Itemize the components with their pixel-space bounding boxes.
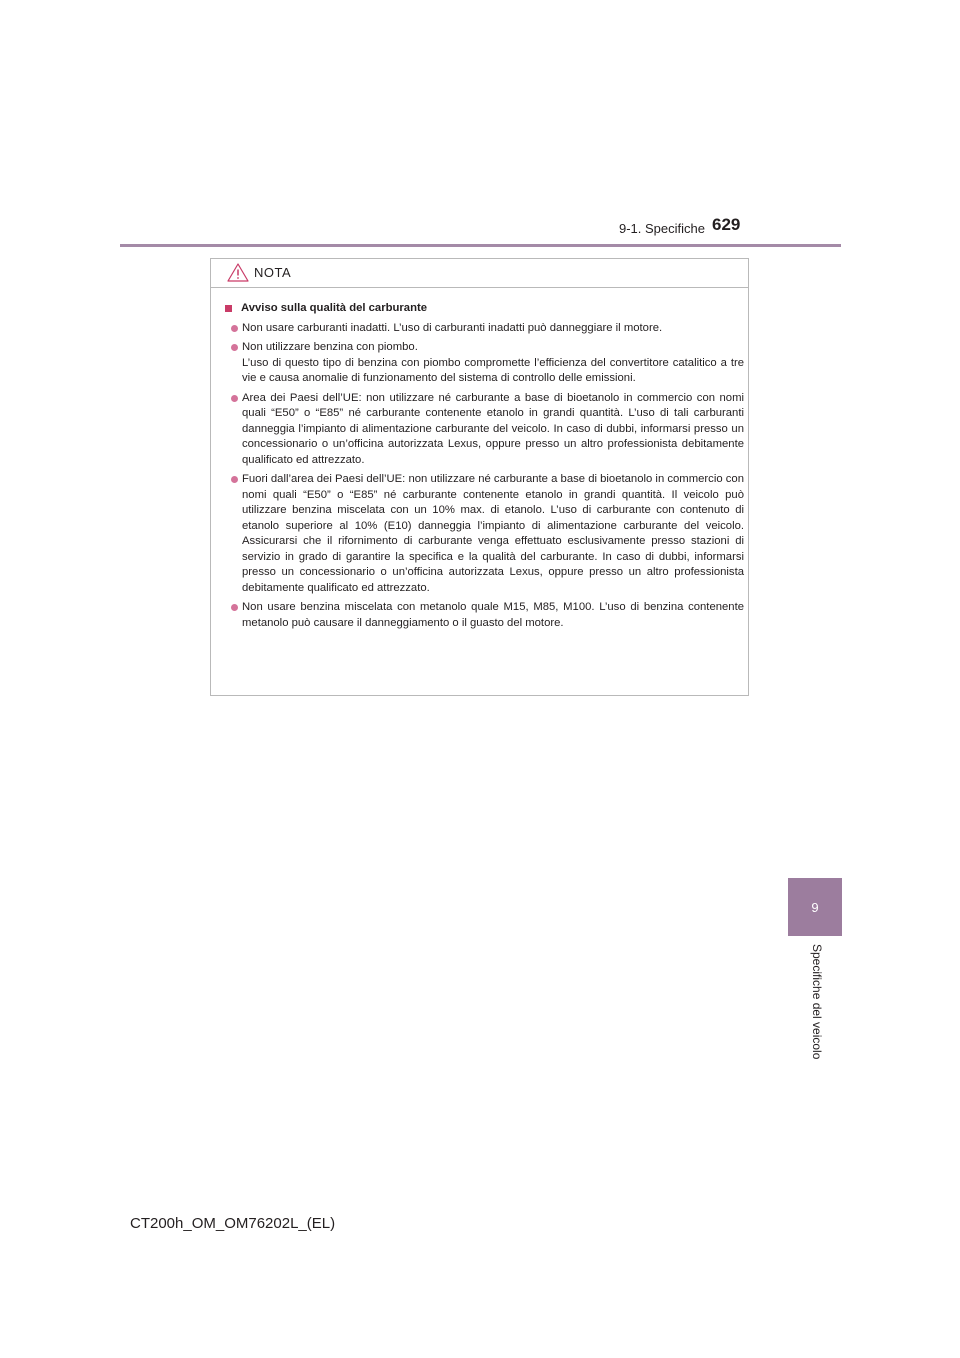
document-code: CT200h_OM_OM76202L_(EL) bbox=[130, 1215, 336, 1232]
bullet-item: Non usare benzina miscelata con metanolo quale M15, M85, M100. L’uso di benzina contenente metanolo può causare il danneggiamento o il guasto del motore. bbox=[223, 600, 744, 631]
bullet-dot-icon bbox=[231, 604, 238, 611]
bullet-dot-icon bbox=[231, 395, 238, 402]
bullet-item: Fuori dall’area dei Paesi dell’UE: non utilizzare né carburante a base di bioetanolo in commercio con nomi quali “E50” o “E85” né carburante contenente etanolo in grandi quantità. Il veicolo può utilizzare benzina miscelata con un 10% max. di etanolo. L’uso di carburante con contenuto di etanolo superiore al 10% (E10) danneggia l’impianto di alimentazione carburante del veicolo. Assicurarsi che il rifornimento di carburante venga effettuato esclusivamente presso stazioni di servizio in grado di garantire la specifica e la qualità del carburante. In caso di dubbi, informarsi presso un concessionario o un’officina autorizzata Lexus, oppure presso un altro professionista debitamente qualificato ed attrezzato. bbox=[223, 472, 744, 596]
note-title: NOTA bbox=[254, 265, 292, 280]
bullet-item: Area dei Paesi dell’UE: non utilizzare né carburante a base di bioetanolo in commercio con nomi quali “E50” o “E85” né carburante contenente etanolo in grandi quantità. L’uso di tali carburanti danneggia l’impianto di alimentazione carburante del veicolo. In caso di dubbi, informarsi presso un concessionario o un’officina autorizzata Lexus, oppure presso un altro professionista debitamente qualificato ed attrezzato. bbox=[223, 391, 744, 469]
chapter-tab bbox=[788, 878, 842, 936]
header-divider bbox=[120, 244, 841, 247]
bullet-item: Non utilizzare benzina con piombo. L’uso di questo tipo di benzina con piombo compromette l’efficienza del convertitore catalitico a tre vie e causa anomalie di funzionamento del sistema di controllo delle emissioni. bbox=[223, 340, 744, 387]
note-body bbox=[223, 301, 744, 635]
bullet-dot-icon bbox=[231, 325, 238, 332]
square-bullet-icon bbox=[225, 305, 232, 312]
chapter-number: 9 bbox=[811, 899, 819, 915]
note-subheading: Avviso sulla qualità del carburante bbox=[223, 301, 744, 317]
note-header bbox=[211, 259, 748, 288]
warning-icon bbox=[227, 263, 249, 282]
chapter-label: Specifiche del veicolo bbox=[810, 944, 824, 1060]
bullet-dot-icon bbox=[231, 344, 238, 351]
note-box bbox=[210, 258, 749, 696]
page-number: 629 bbox=[712, 215, 741, 234]
section-title: 9-1. Specifiche bbox=[619, 221, 705, 236]
bullet-item: Non usare carburanti inadatti. L’uso di carburanti inadatti può danneggiare il motore. bbox=[223, 321, 744, 337]
bullet-dot-icon bbox=[231, 476, 238, 483]
